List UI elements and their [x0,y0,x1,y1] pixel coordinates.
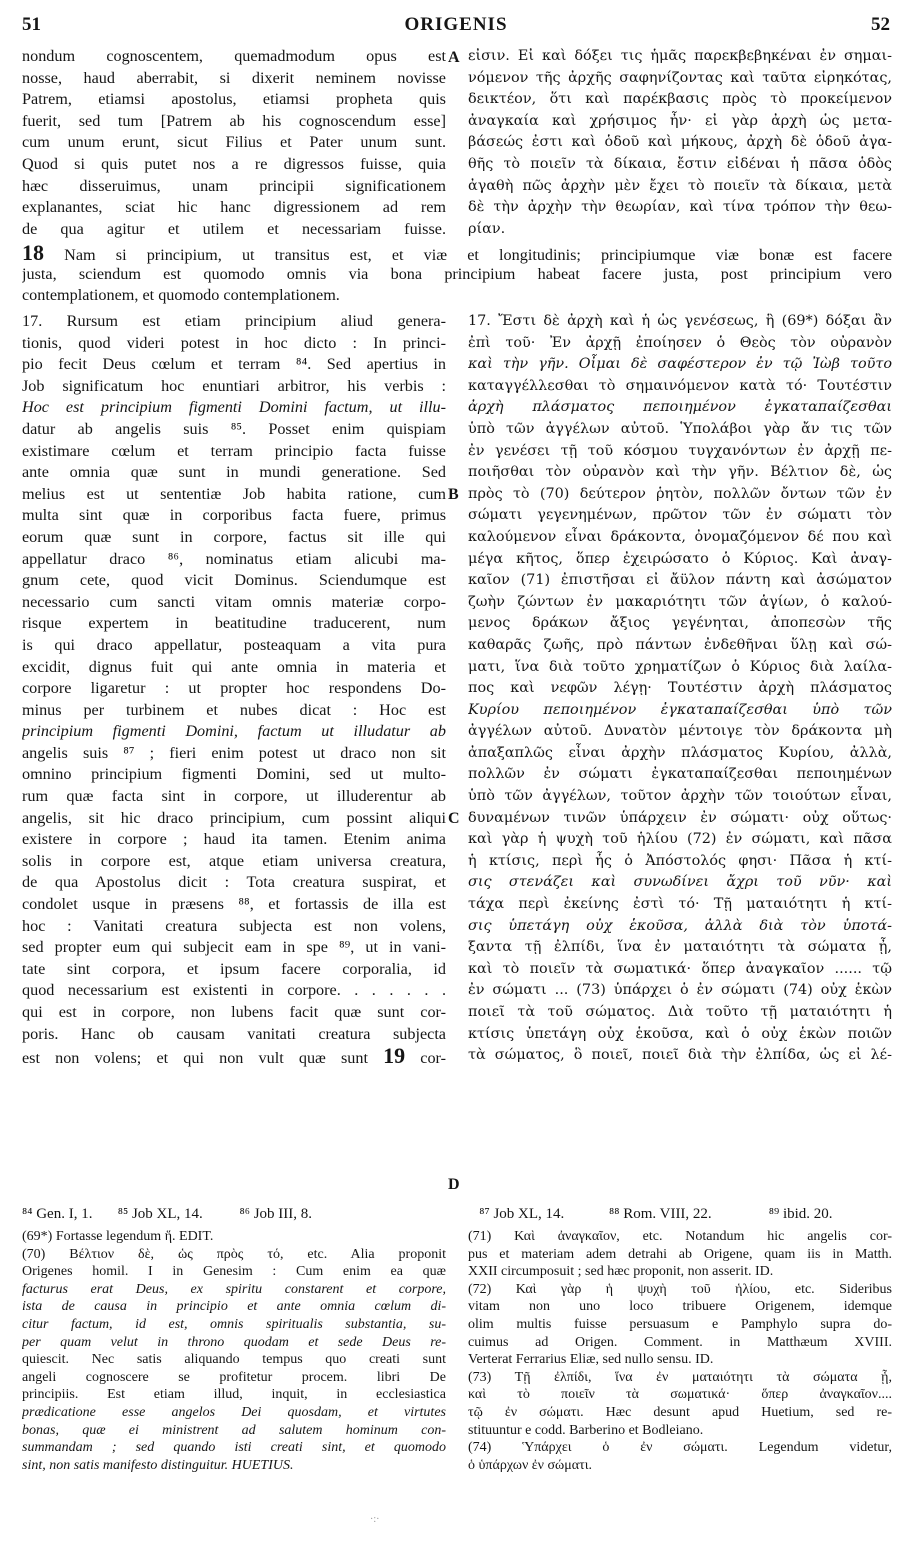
text-line: τάχα περὶ ἐκείνης ἐστὶ τό· Τῇ ματαιότητι ἡ κτί- [468,896,892,913]
note-line: bonas, quæ ei ministrent ad salutem hominum con- [22,1422,446,1438]
section-number: 18 [22,242,44,264]
text-line: καὶ τὴν γῆν. Οἶμαι δὲ σαφέστερον ἐν τῷ Ἰὼβ τοῦτο [468,356,892,373]
note-line: (74) Ὑπάρχει ὁ ἐν σώματι. Legendum videtur, [468,1440,892,1456]
text-line: cum unum erunt, sicut Filius et Pater unum sunt. [22,133,446,152]
text-line: solis in corpore est, atque etiam universa creatura, [22,851,446,870]
text-line: ὑπὸ τῶν ἀγγέλων, τοῦτον ἀρχὴν τῶν τοιούτων εἶναι, [468,788,892,805]
text-line: καλούμενον εἶναι δράκοντα, ὀνομαζόμενον δέ που καὶ [468,528,892,545]
scripture-ref: ⁸⁹ ibid. 20. [768,1206,833,1222]
text-line: nosse, haud aberrabit, si dixerit neminem novisse [22,68,446,87]
text-line: βάσεώς ἐστι καὶ ὁδοῦ καὶ μήκους, ἀρχὴ δὲ ὁδοῦ ἀγα- [468,134,892,151]
text-line: angelis suis ⁸⁷ ; fieri enim potest ut draco non sit [22,743,446,762]
text-line: Job significatum hoc enuntiari arbitror, his verbis : [22,376,446,395]
text-line: σις ὑπετάγη οὐχ ἑκοῦσα, ἀλλὰ διὰ τὸν ὑποτά- [468,917,892,934]
text-line: qui est in corpore, non lubens facit quæ sunt cor- [22,1003,446,1021]
scripture-ref: ⁸⁶ Job III, 8. [239,1206,313,1222]
text-line: εἰσιν. Εἰ καὶ δόξει τις ἡμᾶς παρεκβεβηκέναι ἐν σημαι- [468,48,892,64]
text-line: κτίσις ὑπετάγη οὐχ ἑκοῦσα, καὶ ὁ οὐχ ἑκὼν ποιῶν [468,1025,892,1042]
note-line: pus et materiam adem detrahi ab Origene, quam iis in Matth. [468,1246,892,1262]
text-line: ἀρχὴ πλάσματος πεποιημένον ἐγκαταπαίζεσθαι [468,399,892,416]
note-line: cuimus ad Origen. Comment. in Matthæum XVIII. [468,1334,892,1350]
text-line: ὑπὸ τῶν ἀγγέλων αὐτοῦ. Ὑπολάβοι γὰρ ἄν τις τῶν [468,420,892,437]
text-line: omnino principium figmenti Domini, sed ut multo- [22,765,446,784]
note-line: facturus erat Deus, ex spiritu constarent et corpore, [22,1281,446,1297]
text-line: explanantes, sciat hic hanc digressionem ad rem [22,198,446,217]
note-line: Origenes homil. I in Genesim : Cum enim ea quæ [22,1264,446,1280]
text-line: ἀναγκαία καὶ χρήσιμος ἦν· εἰ γὰρ ἀρχὴ ὡς μετα- [468,112,892,129]
text-line: δυναμένων τινῶν ὑπάρχειν ἐν σώματι· οὐχ οὕτως· [468,809,892,826]
print-mark: ·:· [370,1514,380,1525]
text-line: ἐν σώματι ... (73) ὑπάρχει ὁ ἐν σώματι (74) οὐχ ἑκὼν [468,982,892,999]
note-line: per quam velut in throno quodam et sede Deus re- [22,1334,446,1350]
text-line: condolet usque in præsens ⁸⁸, et fortassis de illa est [22,895,446,914]
text-line: πρὸς τὸ (70) δεύτερον ῥητὸν, πολλῶν ὄντων τῶν ἐν [468,485,892,502]
note-line: quiescit. Nec satis aliquando tempus quo creati sunt [22,1352,446,1368]
running-head [22,14,890,42]
text-line: quod necessarium est existenti in corpore. . . . . . . [22,981,446,1000]
text-line: σις στενάζει καὶ συνωδίνει ἄχρι τοῦ νῦν· καὶ [468,874,892,891]
text-line: hoc : Vanitati creatura subjecta est non volens, [22,916,446,935]
text-line: tate sint corpora, et ipsum facere corporalia, id [22,959,446,978]
text-line: melius est ut sententiæ Job habita ratione, cum [22,484,446,503]
notes-right [468,1228,892,1474]
text-line: datur ab angelis suis ⁸⁵. Posset enim quispiam [22,419,446,438]
note-line: (69*) Fortasse legendum ἥ. EDIT. [22,1229,214,1244]
text-line: appellatur draco ⁸⁶, nominatus etiam alicubi ma- [22,549,446,568]
scripture-ref: ⁸⁴ Gen. I, 1. [22,1206,93,1222]
text-line: justa, sciendum est quomodo omnis via bona principium habeat facere justa, post principium vero [22,264,892,283]
text-line: πος καὶ νεφῶν λέγῃ· Τουτέστιν ἀρχὴ πλάσματος [468,680,892,697]
text-line: necessario cum sancti vitam omnis materiæ corpo- [22,592,446,611]
text-line: ρίαν. [468,220,506,237]
margin-letter-d: D [448,1176,460,1193]
text-line [22,1045,446,1067]
text-line: δὲ τὴν ἀρχὴν τὴν θεωρίαν, καὶ τίνα τρόπον τὴν θεω- [468,199,892,216]
text-line: μενος δράκων ἄξιος γεγένηται, ἀποπεσὼν τῆς [468,615,892,632]
text-line: Hoc est principium figmenti Domini factum, ut illu- [22,398,446,417]
text-line: fuerit, sed tum [Patrem ab his cognoscendum esse] [22,111,446,130]
note-line: ὁ ὑπάρχων ἐν σώματι. [468,1457,592,1473]
text-line: πολλῶν ἐν σώματι ἐγκαταπαίζεσθαι πεποιημένων [468,766,892,783]
text-line: gnum cete, quod vicit Dominus. Sciendumque est [22,571,446,590]
text-line: ἐν γενέσει τῇ τοῦ κόσμου τυγχανόντων ἐν ἀρχῇ πε- [468,442,892,459]
text-line: θῆς τὸ ποιεῖν τὰ δίκαια, ἔστιν εἰδέναι ἡ πᾶσα ὁδὸς [468,155,892,172]
text-line: existere in corpore ; haud ita tamen. Etenim anima [22,830,446,849]
text-line: de qua agitur et utilem et necessariam fuisse. [22,219,446,238]
text-line: ἐπὶ τοῦ· Ἐν ἀρχῇ ἐποίησεν ὁ Θεὸς τὸν οὐρανὸν [468,334,892,351]
note-line: prædicatione esse angelos Dei quosdam, et virtutes [22,1404,446,1420]
note-line: ista de causa in principio et ante omnia cœlum di- [22,1299,446,1315]
latin-column-main [22,311,446,1067]
text-line: poris. Hanc ob causam vanitati creatura subjecta [22,1024,446,1043]
text-line: δεικτέον, ὅτι καὶ παρέκβασις πρὸς τὸ προκείμενον [468,91,892,108]
text-line: ξαντα τῇ ἐλπίδι, ἵνα ἐν ματαιότητι τὰ σώματα ᾖ, [468,939,892,956]
note-line: καὶ τὸ ποιεῖν τὰ σωματικά· ὅπερ ἀναγκαῖον.... [468,1387,892,1403]
text-line: multa sint quæ in corporibus facta fuere, primus [22,506,446,525]
text-line: 17. Rursum est etiam principium aliud genera- [22,312,446,330]
text-line: νόμενον τῆς ἀρχῆς σαφηνίζοντας καὶ ταῦτα εἰρηκότας, [468,69,892,86]
text-line: ἀγαθὴ πῶς ἀρχὴν μὲν ἔχει τὸ ποιεῖν τὰ δίκαια, μετὰ [468,177,892,194]
text-line: risque expertem in beatitudine traducerent, num [22,614,446,633]
margin-letter-c: C [448,810,460,827]
text-fragment: cor- [420,1049,446,1067]
note-line: summandam ; sed quando isti creati sint, et quomodo [22,1440,446,1456]
text-line: ποιεῖ τὰ τοῦ σώματος. Διὰ τοῦτο τῇ ματαιότητι ἡ [468,1004,892,1020]
text-line: ἡ κτίσις, περὶ ἧς ὁ Ἀπόστολός φησι· Πᾶσα ἡ κτί- [468,852,892,869]
text-line: καὶ τὸ ποιεῖν τὰ σωματικά· ὅπερ ἀναγκαῖον ...... τῷ [468,960,892,977]
text-line: minus per turbinem et nubes dicat : Hoc est [22,700,446,719]
note-line: τῷ ἐν σώματι. Hæc desunt apud Huetium, sed re- [468,1404,892,1420]
text-line: μέγα κῆτος, ὅπερ ἐχειρώσατο ὁ Κύριος. Καὶ ἀναγ- [468,550,892,567]
scripture-ref: ⁸⁵ Job XL, 14. [117,1206,203,1222]
note-line: XXII circumposuit ; sed hæc proponit, non asserit. ID. [468,1264,774,1280]
text-line: sed propter eum qui subjecit eam in spe ⁸⁹, ut in vani- [22,938,446,957]
text-line: corpore ligaretur : ut propter hoc respondens Do- [22,679,446,698]
text-line: ζωὴν ζώντων ἐν μακαριότητι τῶν ἁγίων, ὁ καλού- [468,593,892,610]
latin-column-top [22,46,446,240]
text-line: is qui draco appellatur, posteaquam a vita pura [22,635,446,654]
note-line: (72) Καὶ γὰρ ἡ ψυχὴ τοῦ ἡλίου, etc. Sideribus [468,1281,892,1297]
text-line: τὰ σώματος, ὃ ποιεῖ, ποιεῖ διὰ τὴν ἐλπίδα, ὡς εἰ λέ- [468,1047,892,1064]
text-line [22,242,892,264]
text-line: rum quæ facta sint in corpore, ut illuderentur ab [22,787,446,806]
text-line: nondum cognoscentem, quemadmodum opus est [22,47,446,65]
text-line: καὶ γὰρ ἡ ψυχὴ τοῦ ἡλίου (72) ἐν σώματι, καὶ πᾶσα [468,831,892,848]
note-line: (71) Καὶ ἀναγκαῖον, etc. Notandum hic angelis cor- [468,1229,892,1244]
text-line: σώματι γεγενημένων, πρῶτον τῶν ἐν σώματι τὸν [468,507,892,524]
text-line: Quod si quis putet nos a re digressos fuisse, quia [22,154,446,173]
text-line: καταγγέλλεσθαι τὸ σημαινόμενον κατὰ τό· Τουτέστιν [468,377,892,394]
margin-letter-b: B [448,486,459,503]
text-line: hæc disseruimus, unam principii significationem [22,176,446,195]
note-line: citur factum, id est, omnis spiritualis substantia, su- [22,1316,446,1332]
text-line: excidit, dignus fuit qui ante omnia in materia et [22,657,446,676]
text-line: de qua Apostolus dicit : Tota creatura suspirat, et [22,873,446,892]
text-line: angelis, sit hic draco principium, cum possint aliqui [22,808,446,827]
text-line: existimare cœlum et terram principio facta fuisse [22,441,446,460]
note-line: Verterat Ferrarius Eliæ, sed nullo sensu. ID. [468,1352,714,1368]
scripture-references [22,1206,892,1223]
text-line: contemplationem, et quomodo contemplationem. [22,286,340,305]
running-title: ORIGENIS [404,14,508,35]
section-18 [22,242,892,307]
text-line: ποιῆσθαι τὸν οὐρανὸν καὶ τὴν γῆν. Βέλτιον δὲ, ὡς [468,464,892,481]
text-line: principium figmenti Domini, factum ut illudatur ab [22,722,446,741]
note-line: principiis. Est etiam illud, inquit, in ecclesiastica [22,1387,446,1403]
note-line: sint, non satis manifesto distinguitur. HUETIUS. [22,1457,294,1473]
note-line: vitam non uno loco tribuere Origenem, idemque [468,1299,892,1315]
section-number: 19 [383,1045,406,1067]
text-line: tionis, quod videri potest in hoc dicto : In princi- [22,333,446,352]
text-line: pio fecit Deus cœlum et terram ⁸⁴. Sed apertius in [22,355,446,374]
text-line: Patrem, etiamsi apostolus, etiamsi propheta quis [22,90,446,109]
margin-letter-a: A [448,49,460,66]
scripture-ref: ⁸⁸ Rom. VIII, 22. [609,1206,712,1222]
text-line: ἀγγέλων αὐτοῦ. Δυνατὸν μέντοιγε τὸν δράκοντα μὴ [468,723,892,740]
note-line: angeli cognoscere se profitetur procem. libri De [22,1369,446,1385]
left-page-number: 51 [22,14,41,35]
text-line: eorum quæ sunt in corpore, factus sit ille qui [22,527,446,546]
scripture-ref: ⁸⁷ Job XL, 14. [479,1206,565,1222]
greek-column-top [468,46,892,240]
text-line: 17. Ἔστι δὲ ἀρχὴ καὶ ἡ ὡς γενέσεως, ἣ (69*) δόξαι ἂν [468,313,892,329]
text-line: Κυρίου πεποιημένον ἐγκαταπαίζεσθαι ὑπὸ τῶν [468,701,892,718]
right-page-number: 52 [871,14,890,35]
notes-left [22,1228,446,1474]
text-line: καθαρᾶς ζωῆς, πρὸ πάντων ἐνδεθῆναι ὕλῃ καὶ σώ- [468,636,892,653]
text-line: καῖον (71) ἐπιστῆσαι εἰ ἄϋλον πάντη καὶ ἀσώματον [468,572,892,589]
note-line: (70) Βέλτιον δὲ, ὡς πρὸς τό, etc. Alia proponit [22,1246,446,1262]
greek-column-main [468,311,892,1067]
text-line: ante omnia quæ sunt in mundi generatione. Sed [22,463,446,482]
text-line: ματι, ἵνα διὰ τοῦτο χρηματίζων ὁ Κύριος διὰ λαίλα- [468,658,892,675]
note-line: (73) Τῇ ἐλπίδι, ἵνα ἐν ματαιότητι τὰ σώματα ᾖ, [468,1369,892,1385]
text-fragment: est non volens; et qui non vult quæ sunt [22,1049,368,1067]
note-line: olim multis fuisse persuasum e Pamphylo supra do- [468,1316,892,1332]
text-line: ἀπαξαπλῶς εἶναι ἀρχὴν πλάσματος Κυρίου, ἀλλὰ, [468,744,892,761]
note-line: stituuntur e codd. Barberino et Bodleiano. [468,1422,704,1438]
section-text: Nam si principium, ut transitus est, et viæ et longitudinis; principiumque viæ bonæ est facere [64,246,892,264]
